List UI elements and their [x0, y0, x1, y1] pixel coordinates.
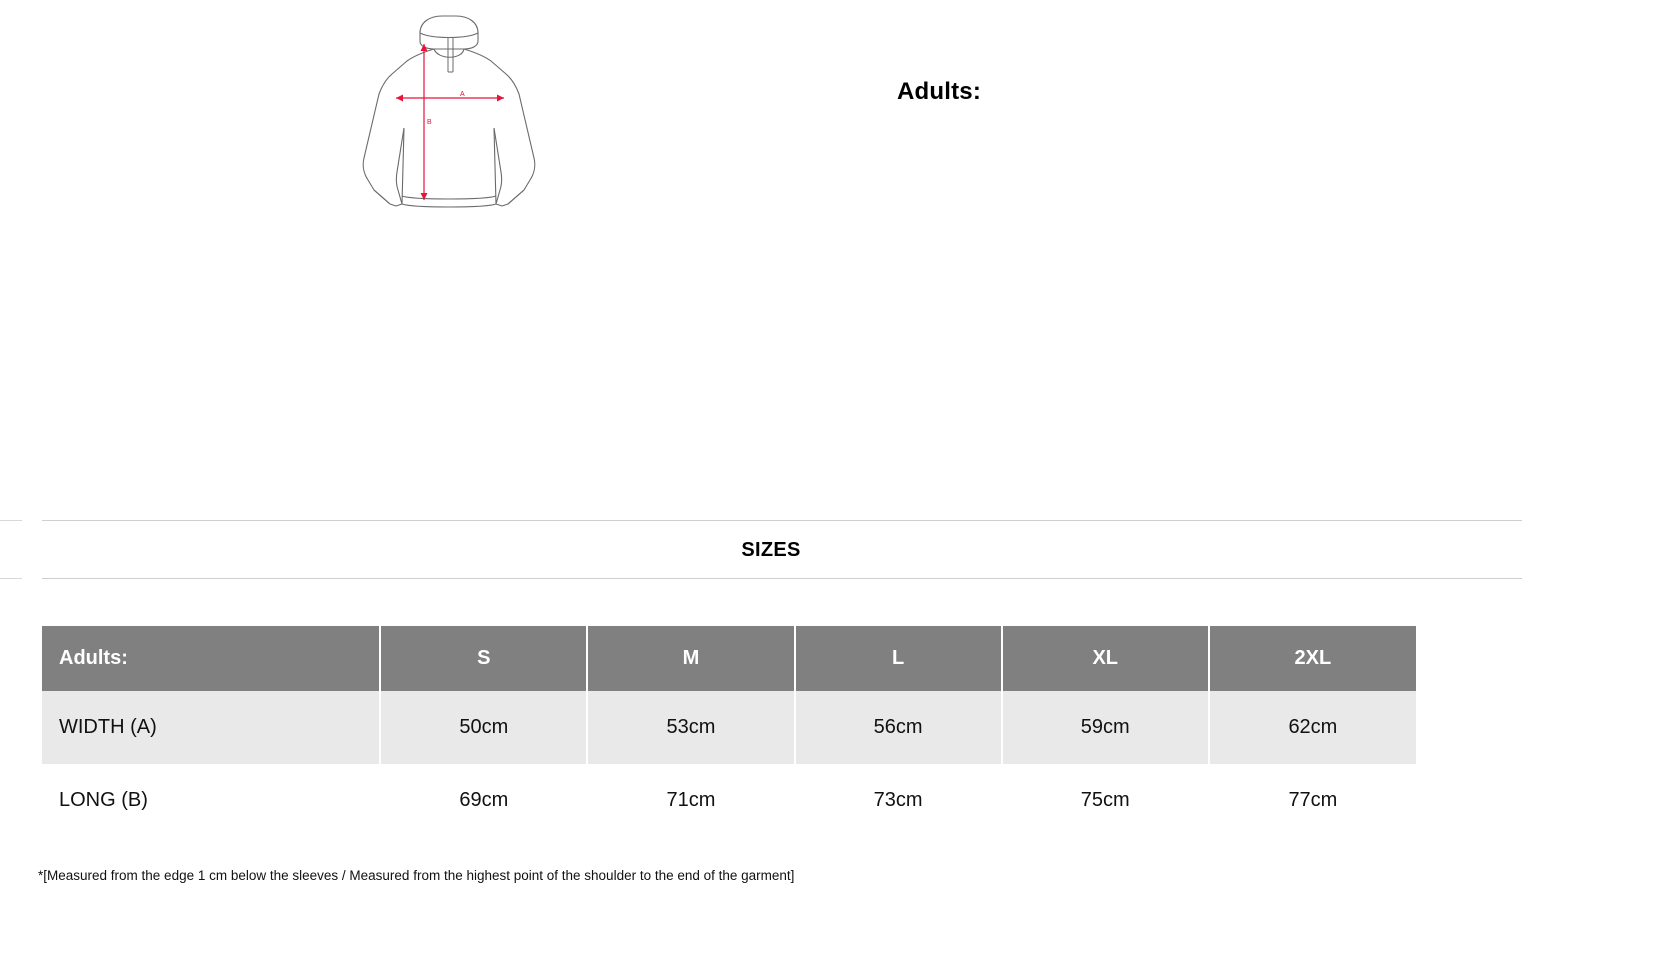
cell-long-m: 71cm — [587, 764, 794, 837]
page-title: Adults: — [897, 78, 982, 105]
garment-diagram — [352, 8, 552, 223]
cell-width-2xl: 62cm — [1209, 691, 1416, 764]
table-header-row — [42, 626, 1416, 691]
header-cell-xl: XL — [1002, 626, 1209, 691]
header-cell-s: S — [380, 626, 587, 691]
cell-long-xl: 75cm — [1002, 764, 1209, 837]
sizes-section-header — [0, 520, 1665, 579]
divider-tick-top — [0, 520, 22, 521]
sizes-title: SIZES — [741, 539, 801, 561]
header-cell-l: L — [795, 626, 1002, 691]
size-table — [42, 626, 1416, 837]
table-row — [42, 691, 1416, 764]
header-cell-category: Adults: — [42, 626, 380, 691]
header-cell-m: M — [587, 626, 794, 691]
measure-label-b: B — [427, 119, 432, 126]
divider-bottom — [42, 578, 1522, 579]
header-cell-2xl: 2XL — [1209, 626, 1416, 691]
cell-width-l: 56cm — [795, 691, 1002, 764]
measure-label-a: A — [460, 91, 465, 98]
row-label-long: LONG (B) — [42, 764, 380, 837]
cell-long-s: 69cm — [380, 764, 587, 837]
cell-width-xl: 59cm — [1002, 691, 1209, 764]
size-chart — [42, 626, 1416, 837]
row-label-width: WIDTH (A) — [42, 691, 380, 764]
cell-width-s: 50cm — [380, 691, 587, 764]
measurement-footnote: *[Measured from the edge 1 cm below the sleeves / Measured from the highest point of the shoulder to the end of the garment] — [38, 868, 795, 883]
cell-long-2xl: 77cm — [1209, 764, 1416, 837]
table-row — [42, 764, 1416, 837]
divider-tick-bottom — [0, 578, 22, 579]
cell-width-m: 53cm — [587, 691, 794, 764]
cell-long-l: 73cm — [795, 764, 1002, 837]
